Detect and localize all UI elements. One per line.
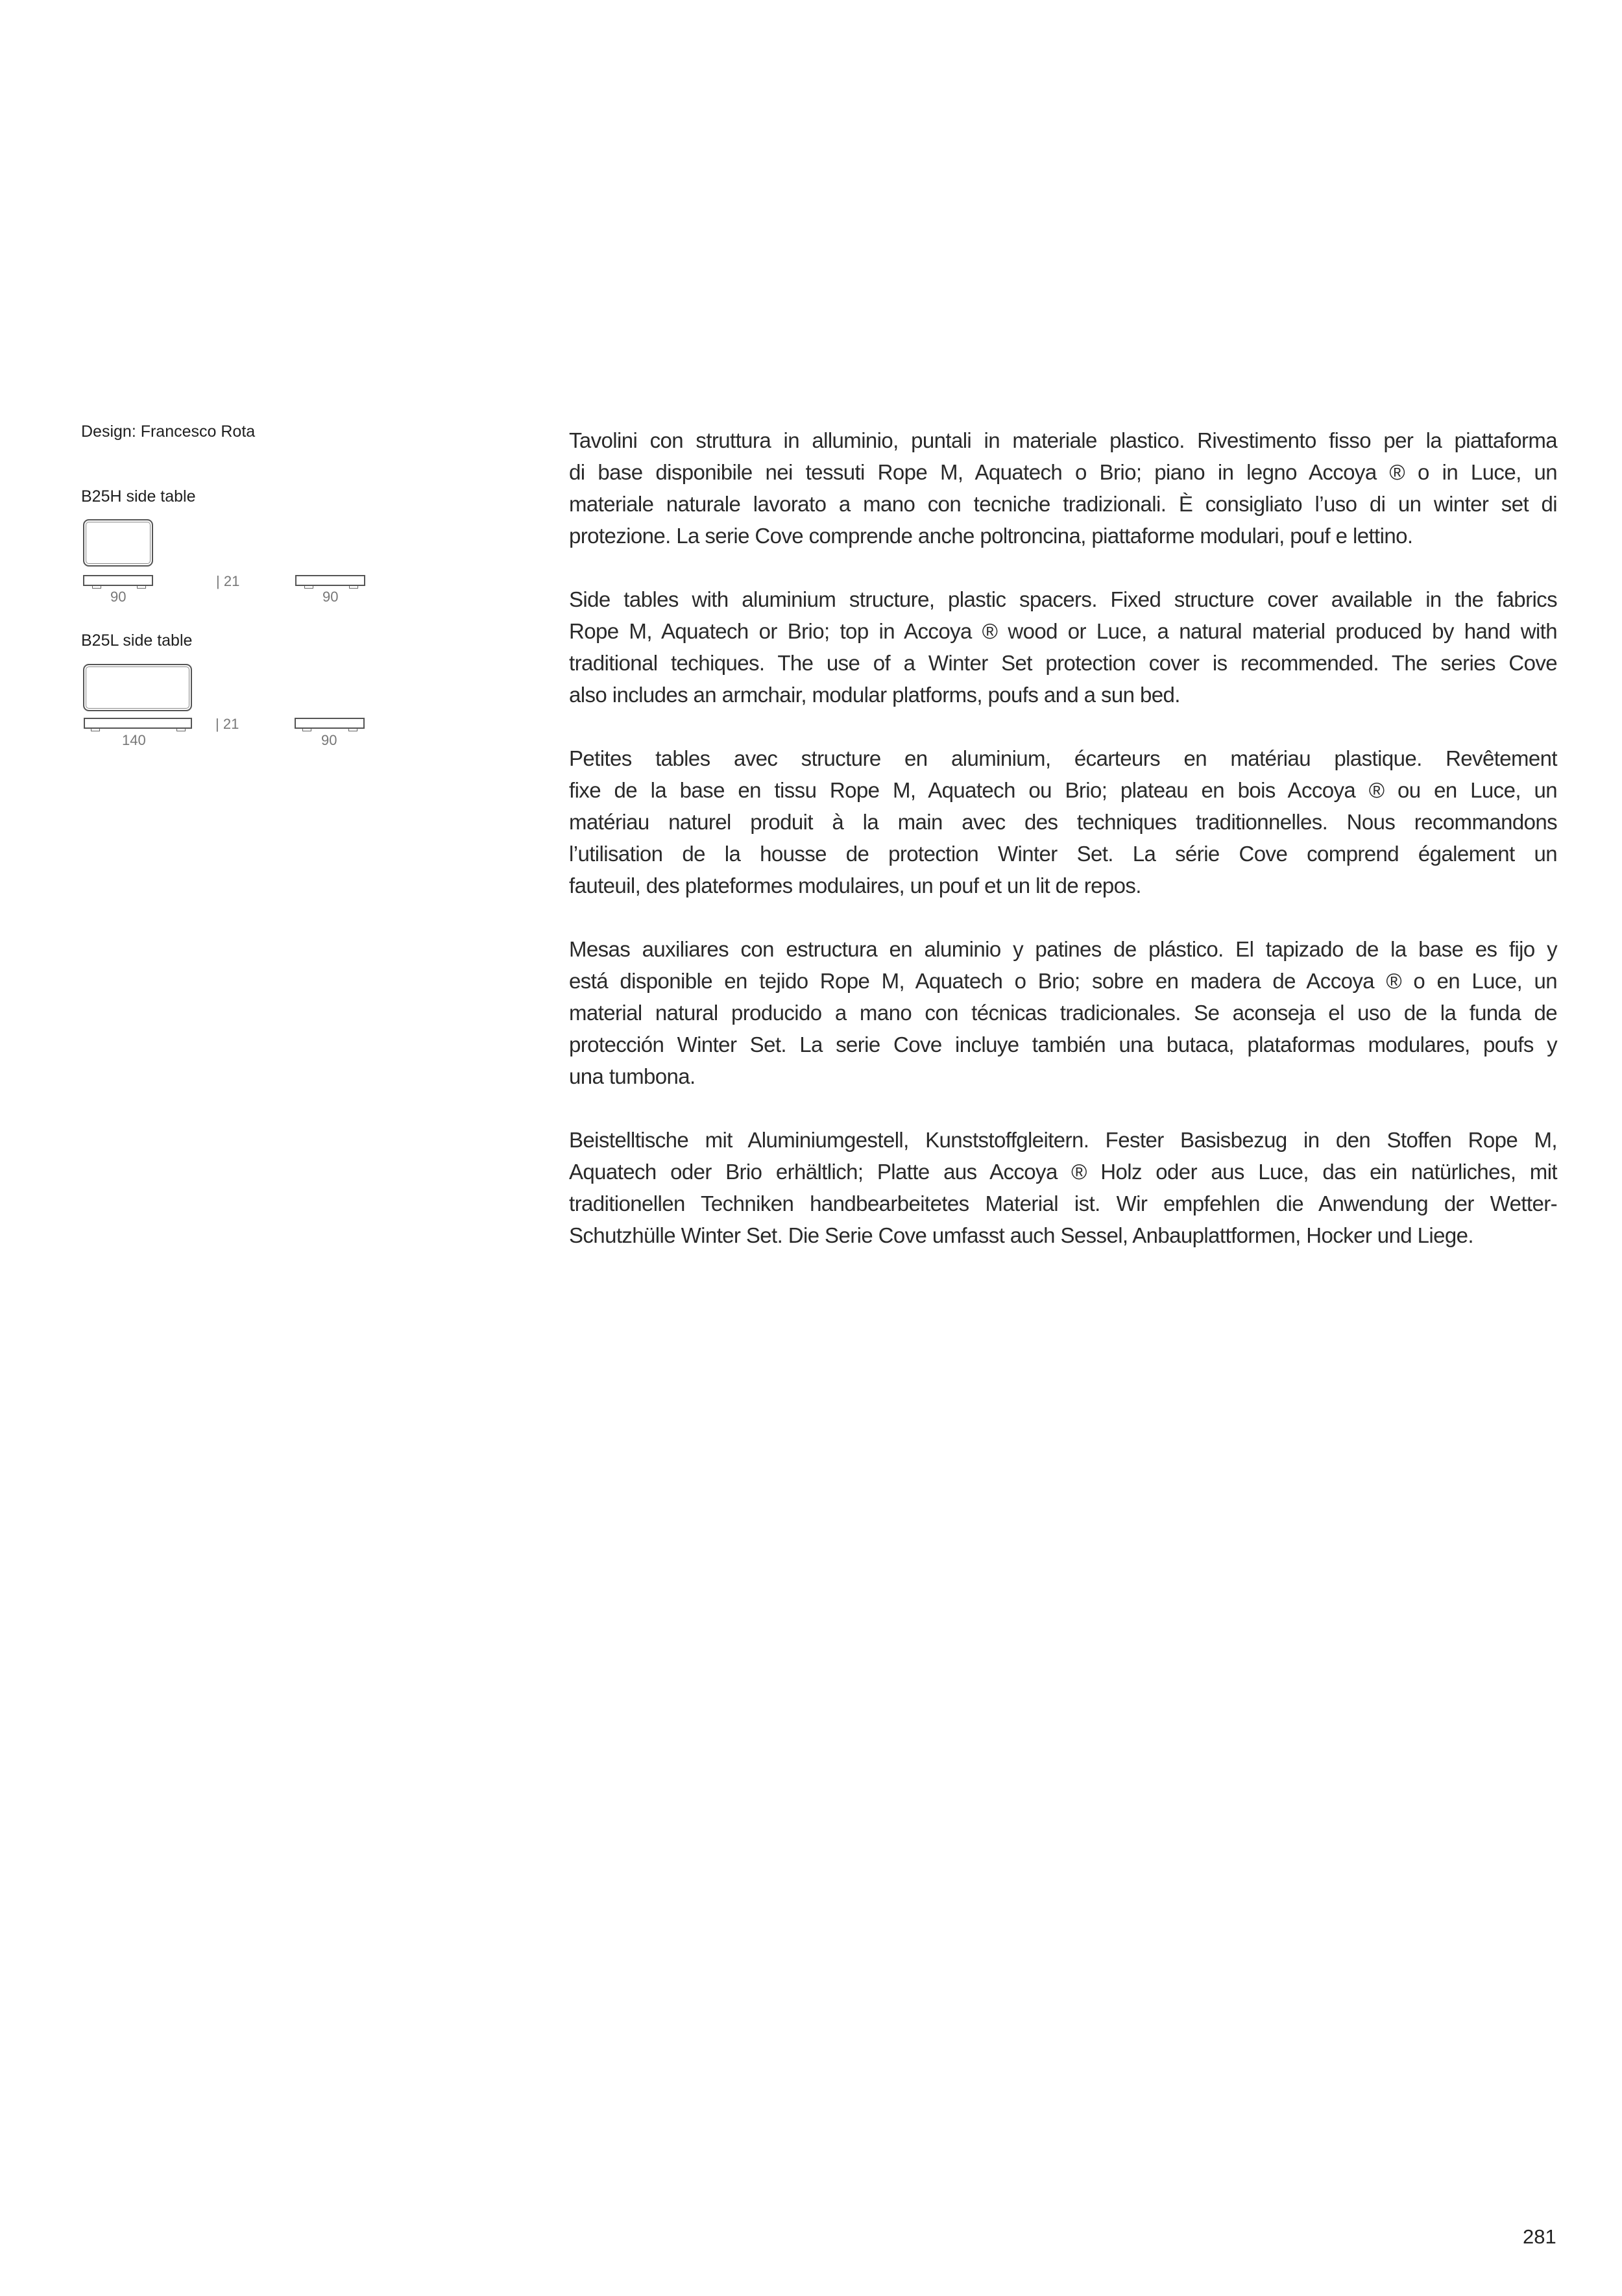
width-dimension: 140 [122, 732, 146, 748]
text-line: protección Winter Set. La serie Cove incluye también una butaca, plataformas modulares, poufs y [569, 1032, 1557, 1056]
text-line: Aquatech oder Brio erhältlich; Platte aus Accoya ® Holz oder aus Luce, das ein natürliches, mit [569, 1160, 1557, 1184]
text-line: l’utilisation de la housse de protection Winter Set. La série Cove comprend également un [569, 842, 1557, 866]
foot-icon [176, 729, 186, 731]
product-title: B25H side table [81, 487, 196, 506]
text-line: material natural producido a mano con técnicas tradicionales. Se aconseja el uso de la funda de [569, 1001, 1557, 1025]
foot-icon [348, 729, 357, 731]
text-line: Tavolini con struttura in alluminio, puntali in materiale plastico. Rivestimento fisso per la piattaforma [569, 428, 1557, 452]
width-dimension: 90 [110, 589, 127, 605]
foot-icon [137, 586, 146, 589]
front-elevation-drawing [84, 718, 192, 729]
height-dimension: | 21 [216, 573, 240, 589]
page-number: 281 [1523, 2225, 1556, 2248]
paragraph-german [569, 1124, 1557, 1251]
text-line: also includes an armchair, modular platforms, poufs and a sun bed. [569, 683, 1180, 707]
depth-dimension: 90 [321, 732, 337, 748]
text-line: matériau naturel produit à la main avec des techniques traditionnelles. Nous recommandons [569, 810, 1557, 834]
text-line: fauteuil, des plateformes modulaires, un pouf et un lit de repos. [569, 873, 1141, 898]
text-line: traditional techiques. The use of a Winter Set protection cover is recommended. The series Cove [569, 651, 1557, 675]
text-line: Mesas auxiliares con estructura en aluminio y patines de plástico. El tapizado de la base es fijo y [569, 937, 1557, 961]
text-line: Rope M, Aquatech or Brio; top in Accoya ® wood or Luce, a natural material produced by hand with [569, 619, 1557, 643]
front-elevation-drawing [83, 575, 153, 586]
designer-credit: Design: Francesco Rota [81, 422, 256, 441]
text-line: traditionellen Techniken handbearbeitetes Material ist. Wir empfehlen die Anwendung der Wetter- [569, 1191, 1557, 1215]
depth-dimension: 90 [322, 589, 339, 605]
paragraph-spanish [569, 933, 1557, 1092]
foot-icon [91, 729, 100, 731]
top-view-drawing [83, 519, 153, 567]
foot-icon [92, 586, 101, 589]
foot-icon [302, 729, 311, 731]
top-view-drawing [83, 664, 192, 711]
text-line: fixe de la base en tissu Rope M, Aquatech ou Brio; plateau en bois Accoya ® ou en Luce, un [569, 778, 1557, 802]
paragraph-italian [569, 424, 1557, 552]
paragraph-english [569, 583, 1557, 711]
foot-icon [349, 586, 358, 589]
height-dimension: | 21 [215, 716, 239, 732]
text-line: una tumbona. [569, 1064, 696, 1088]
paragraph-french [569, 742, 1557, 901]
text-line: Schutzhülle Winter Set. Die Serie Cove umfasst auch Sessel, Anbauplattformen, Hocker und Liege. [569, 1223, 1473, 1247]
text-line: está disponible en tejido Rope M, Aquatech o Brio; sobre en madera de Accoya ® o en Luce, un [569, 969, 1557, 993]
text-line: Beistelltische mit Aluminiumgestell, Kunststoffgleitern. Fester Basisbezug in den Stoffen Rope M, [569, 1128, 1557, 1152]
product-title: B25L side table [81, 631, 193, 650]
text-line: di base disponibile nei tessuti Rope M, Aquatech o Brio; piano in legno Accoya ® o in Luce, un [569, 460, 1557, 484]
description-text [569, 424, 1557, 1283]
text-line: Side tables with aluminium structure, plastic spacers. Fixed structure cover available in the fabrics [569, 587, 1557, 611]
text-line: Petites tables avec structure en aluminium, écarteurs en matériau plastique. Revêtement [569, 746, 1557, 770]
foot-icon [304, 586, 313, 589]
side-elevation-drawing [295, 718, 365, 729]
text-line: materiale naturale lavorato a mano con tecniche tradizionali. È consigliato l’uso di un winter set di [569, 492, 1557, 516]
side-elevation-drawing [295, 575, 365, 586]
text-line: protezione. La serie Cove comprende anche poltroncina, piattaforme modulari, pouf e lettino. [569, 524, 1413, 548]
